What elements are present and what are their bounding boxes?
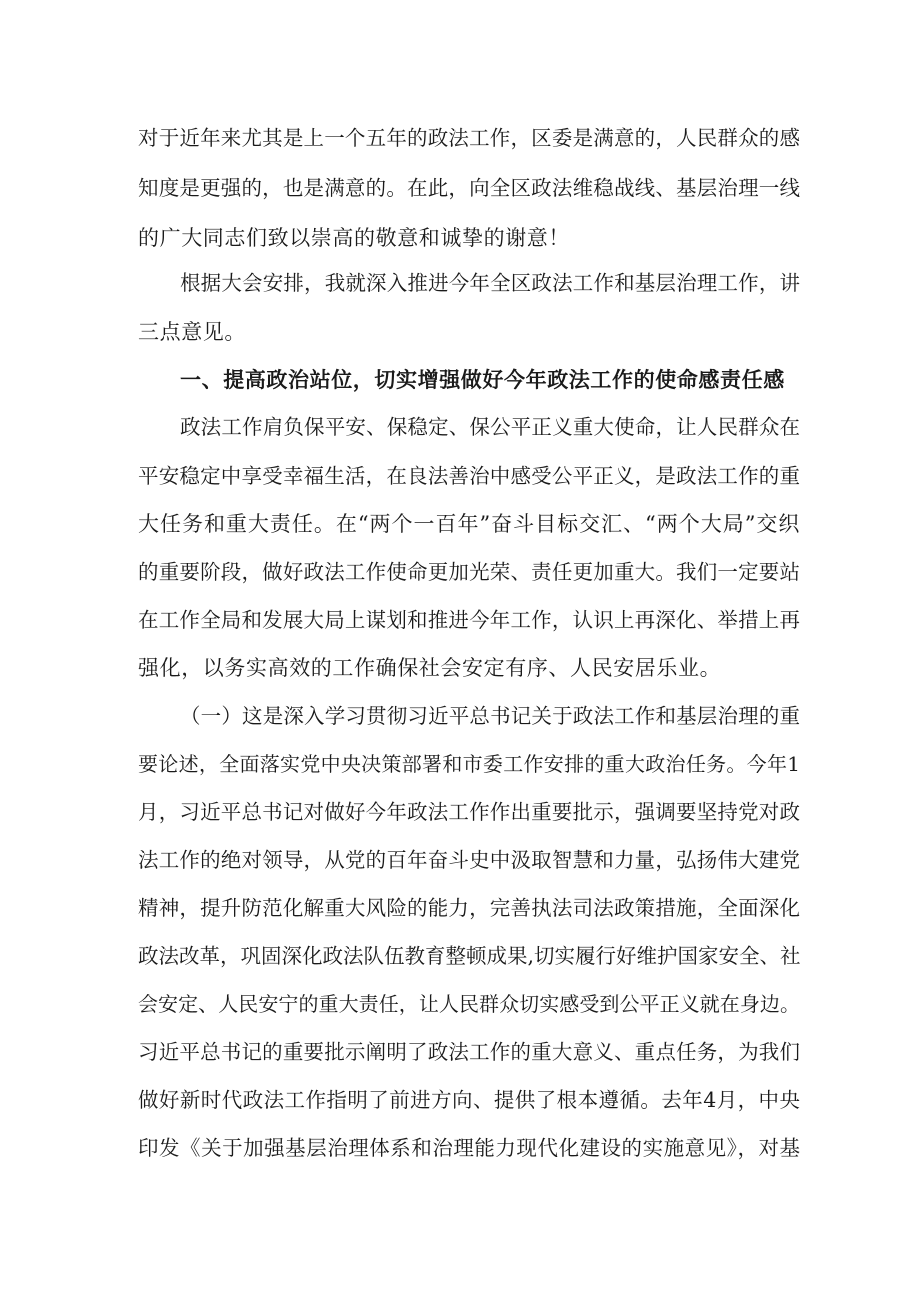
paragraph-4-line-5: 精神，提升防范化解重大风险的能力，完善执法司法政策措施，全面深化 xyxy=(138,896,800,920)
paragraph-4-line-7: 会安定、人民安宁的重大责任，让人民群众切实感受到公平正义就在身边。 xyxy=(138,992,800,1016)
paragraph-3-line-3: 大任务和重大责任。在“两个一百年”奋斗目标交汇、“两个大局”交织 xyxy=(138,512,800,536)
paragraph-4-line-1: （一）这是深入学习贯彻习近平总书记关于政法工作和基层治理的重 xyxy=(180,704,800,728)
paragraph-4-line-10: 印发《关于加强基层治理体系和治理能力现代化建设的实施意见》，对基 xyxy=(138,1136,800,1160)
paragraph-2-line-2: 三点意见。 xyxy=(138,320,246,344)
paragraph-4-line-8: 习近平总书记的重要批示阐明了政法工作的重大意义、重点任务，为我们 xyxy=(138,1040,800,1064)
paragraph-4-line-4: 法工作的绝对领导，从党的百年奋斗史中汲取智慧和力量，弘扬伟大建党 xyxy=(138,848,800,872)
paragraph-3-line-2: 平安稳定中享受幸福生活，在良法善治中感受公平正义，是政法工作的重 xyxy=(138,464,800,488)
paragraph-3-line-5: 在工作全局和发展大局上谋划和推进今年工作，认识上再深化、举措上再 xyxy=(138,608,800,632)
paragraph-4-line-2: 要论述，全面落实党中央决策部署和市委工作安排的重大政治任务。今年1 xyxy=(138,752,800,776)
paragraph-1-line-2: 知度是更强的，也是满意的。在此，向全区政法维稳战线、基层治理一线 xyxy=(138,176,800,200)
paragraph-1-line-3: 的广大同志们致以崇高的敬意和诚挚的谢意！ xyxy=(138,226,570,250)
paragraph-4-line-6: 政法改革，巩固深化政法队伍教育整顿成果,切实履行好维护国家安全、社 xyxy=(138,944,801,968)
paragraph-1-line-1: 对于近年来尤其是上一个五年的政法工作，区委是满意的，人民群众的感 xyxy=(138,126,800,150)
paragraph-4-line-9: 做好新时代政法工作指明了前进方向、提供了根本遵循。去年4月，中央 xyxy=(138,1088,800,1112)
section-heading: 一、提高政治站位，切实增强做好今年政法工作的使命感责任感 xyxy=(180,367,785,392)
paragraph-2-line-1: 根据大会安排，我就深入推进今年全区政法工作和基层治理工作，讲 xyxy=(180,271,800,295)
paragraph-3-line-1: 政法工作肩负保平安、保稳定、保公平正义重大使命，让人民群众在 xyxy=(180,415,800,439)
paragraph-3-line-4: 的重要阶段，做好政法工作使命更加光荣、责任更加重大。我们一定要站 xyxy=(138,560,800,584)
paragraph-4-line-3: 月，习近平总书记对做好今年政法工作作出重要批示，强调要坚持党对政 xyxy=(138,800,800,824)
paragraph-3-line-6: 强化，以务实高效的工作确保社会安定有序、人民安居乐业。 xyxy=(138,656,722,680)
